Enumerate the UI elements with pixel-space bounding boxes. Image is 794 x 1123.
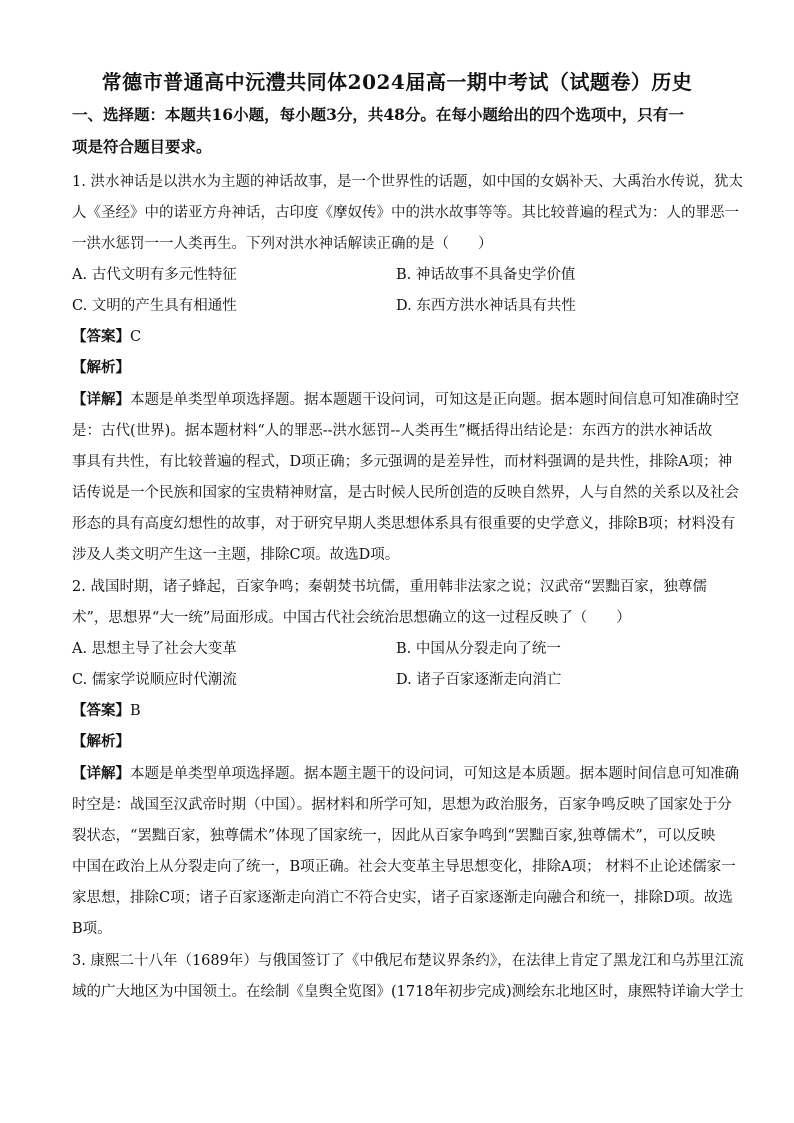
q1-answer [72,327,732,347]
q2-option-d: D. 诸子百家逐渐走向消亡 [396,672,562,688]
detail-tag: 【详解】 [72,765,130,782]
answer-value: C [130,329,142,345]
q2-option-b: B. 中国从分裂走向了统一 [396,641,561,657]
q2-answer [72,701,732,721]
q1-option-d: D. 东西方洪水神话具有共性 [396,298,576,314]
q2-detail-line-4: 中国在政治上从分裂走向了统一，B项正确。社会大变革主导思想变化，排除A项； 材料不止论述儒家一 [72,859,736,875]
q2-detail-line-1: 【详解】本题是单类型单项选择题。据本题主题干的设问词，可知这是本质题。据本题时间信息可知准确 [72,765,739,782]
q2-analysis-tag: 【解析】 [72,733,130,750]
q2-stem-line-1: 2. 战国时期，诸子蜂起，百家争鸣；秦朝焚书坑儒，重用韩非法家之说；汉武帝“罢黜百家，独尊儒 [72,579,707,595]
q1-detail-line-6: 涉及人类文明产生这一主题，排除C项。故选D项。 [72,547,400,563]
detail-tag: 【详解】 [72,391,130,408]
q3-stem-line-2: 域的广大地区为中国领土。在绘制《皇舆全览图》(1718年初步完成)测绘东北地区时，康熙特详谕大学士 [72,984,744,1000]
q1-detail-line-1: 【详解】本题是单类型单项选择题。据本题题干设问词，可知这是正向题。据本题时间信息可知准确时空 [72,391,739,408]
q1-stem-line-2: 人《圣经》中的诺亚方舟神话，古印度《摩奴传》中的洪水故事等等。其比较普遍的程式为：人的罪恶一 [72,205,739,221]
q2-detail-line-3: 裂状态，“罢黜百家，独尊儒术”体现了国家统一，因此从百家争鸣到“罢黜百家,独尊儒术”，可以反映 [72,828,716,844]
q1-option-c: C. 文明的产生具有相通性 [72,298,237,314]
q1-detail-line-3: 事具有共性，有比较普遍的程式，D项正确；多元强调的是差异性，而材料强调的是共性，排除A项；神 [72,454,733,470]
section-heading-line-2: 项是符合题目要求。 [72,137,212,156]
page-title: 常德市普通高中沅澧共同体2024届高一期中考试（试题卷）历史 [101,70,693,94]
q1-detail-line-5: 形态的具有高度幻想性的故事，对于研究早期人类思想体系具有很重要的史学意义，排除B项；材料没有 [72,516,736,532]
q2-detail-line-5: 家思想，排除C项；诸子百家逐渐走向消亡不符合史实，诸子百家逐渐走向融合和统一，排除D项。故选 [72,890,733,906]
q1-stem-line-1: 1. 洪水神话是以洪水为主题的神话故事，是一个世界性的话题，如中国的女娲补天、大禹治水传说，犹太 [72,174,743,190]
q2-option-c: C. 儒家学说顺应时代潮流 [72,672,237,688]
answer-tag: 【答案】 [72,702,130,719]
answer-tag: 【答案】 [72,328,130,345]
section-heading-line-1: 一、选择题：本题共16小题，每小题3分，共48分。在每小题给出的四个选项中，只有一 [72,105,684,124]
answer-value: B [130,703,141,719]
q2-detail-line-6: B项。 [72,921,112,937]
q2-option-a: A. 思想主导了社会大变革 [72,641,237,657]
q1-detail-line-4: 话传说是一个民族和国家的宝贵精神财富，是古时候人民所创造的反映自然界，人与自然的关系以及社会 [72,485,739,501]
q2-detail-line-2: 时空是：战国至汉武帝时期（中国）。据材料和所学可知，思想为政治服务，百家争鸣反映了国家处于分 [72,797,732,813]
q1-detail-line-2: 是：古代(世界)。据本题材料“人的罪恶--洪水惩罚--人类再生”概括得出结论是：东西方的洪水神话故 [72,423,713,439]
q3-stem-line-1: 3. 康熙二十八年（1689年）与俄国签订了《中俄尼布楚议界条约》，在法律上肯定了黑龙江和乌苏里江流 [72,953,744,969]
q1-option-a: A. 古代文明有多元性特征 [72,267,237,283]
q1-analysis-tag: 【解析】 [72,359,130,376]
q1-option-b: B. 神话故事不具备史学价值 [396,267,576,283]
q2-stem-line-2: 术”，思想界“大一统”局面形成。中国古代社会统治思想确立的这一过程反映了（ ） [72,610,631,626]
q1-stem-line-3: 一洪水惩罚一一人类再生。下列对洪水神话解读正确的是（ ） [72,236,493,252]
